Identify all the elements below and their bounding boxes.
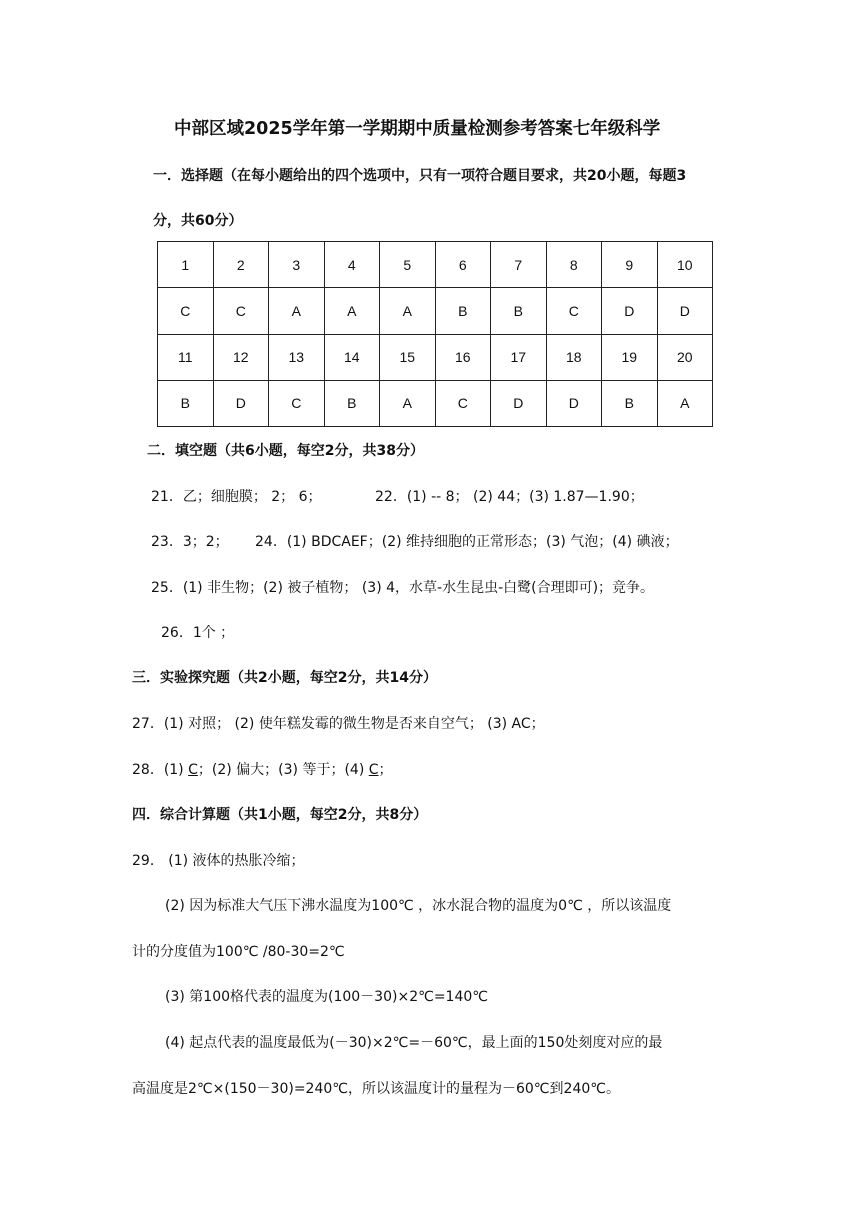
answer-q29-part4-cont: 高温度是2℃×(150－30)=240℃，所以该温度计的量程为－60℃到240℃。	[132, 1081, 620, 1097]
question-number-cell: 1	[158, 242, 214, 288]
question-number-cell: 13	[269, 334, 325, 380]
answer-cell: A	[324, 288, 380, 334]
answer-cell: A	[380, 288, 436, 334]
table-row	[158, 288, 713, 334]
answer-cell: B	[158, 380, 214, 426]
question-number-cell: 20	[657, 334, 713, 380]
question-number-cell: 4	[324, 242, 380, 288]
section3-heading: 三．实验探究题（共2小题，每空2分，共14分）	[132, 670, 437, 686]
question-number-cell: 19	[602, 334, 658, 380]
question-number-cell: 6	[435, 242, 491, 288]
question-number-cell: 3	[269, 242, 325, 288]
answer-cell: B	[602, 380, 658, 426]
answer-q28-prefix: 28．(1)	[132, 762, 189, 778]
question-number-cell: 17	[491, 334, 547, 380]
answer-cell: B	[491, 288, 547, 334]
answer-q23: 23．3；2；	[151, 534, 229, 550]
question-number-cell: 7	[491, 242, 547, 288]
question-number-cell: 10	[657, 242, 713, 288]
section2-heading: 二．填空题（共6小题，每空2分，共38分）	[147, 443, 424, 459]
answer-cell: A	[657, 380, 713, 426]
question-number-cell: 5	[380, 242, 436, 288]
answer-q27: 27．(1) 对照； (2) 使年糕发霉的微生物是否来自空气； (3) AC；	[132, 716, 545, 732]
section1-heading-cont: 分，共60分）	[153, 213, 243, 229]
table-row	[158, 334, 713, 380]
answer-q28-part4: C	[368, 762, 379, 778]
section4-heading: 四．综合计算题（共1小题，每空2分，共8分）	[132, 807, 428, 823]
question-number-cell: 12	[213, 334, 269, 380]
answer-cell: B	[435, 288, 491, 334]
question-number-cell: 14	[324, 334, 380, 380]
answer-cell: C	[435, 380, 491, 426]
answer-cell: C	[158, 288, 214, 334]
answer-cell: C	[546, 288, 602, 334]
answer-table	[157, 241, 713, 427]
question-number-cell: 2	[213, 242, 269, 288]
answer-cell: D	[213, 380, 269, 426]
question-number-cell: 15	[380, 334, 436, 380]
answer-cell: C	[269, 380, 325, 426]
answer-cell: A	[380, 380, 436, 426]
answer-q25: 25．(1) 非生物；(2) 被子植物； (3) 4，水草-水生昆虫-白鹭(合理即可)；竞争。	[151, 580, 655, 596]
answer-q22: 22．(1) -- 8； (2) 44；(3) 1.87—1.90；	[375, 489, 644, 505]
answer-cell: C	[213, 288, 269, 334]
answer-q28	[132, 760, 393, 780]
answer-q28-suffix: ；	[378, 762, 393, 778]
answer-cell: A	[269, 288, 325, 334]
answer-cell: D	[491, 380, 547, 426]
answer-q29-part2: (2) 因为标准大气压下沸水温度为100℃ ，冰水混合物的温度为0℃ ，所以该温度	[165, 898, 672, 914]
answer-q28-part1: C	[188, 762, 198, 778]
answer-q29-part2-cont: 计的分度值为100℃ /80-30=2℃	[132, 944, 345, 960]
answer-cell: D	[657, 288, 713, 334]
table-row	[158, 242, 713, 288]
question-number-cell: 8	[546, 242, 602, 288]
answer-q28-middle: ；(2) 偏大；(3) 等于；(4)	[197, 762, 369, 778]
question-number-cell: 18	[546, 334, 602, 380]
answer-q29-part3: (3) 第100格代表的温度为(100－30)×2℃=140℃	[165, 989, 488, 1005]
page-title: 中部区域2025学年第一学期期中质量检测参考答案七年级科学	[174, 119, 661, 139]
question-number-cell: 16	[435, 334, 491, 380]
question-number-cell: 9	[602, 242, 658, 288]
answer-cell: D	[546, 380, 602, 426]
answer-q26: 26．1个 ；	[161, 625, 235, 641]
question-number-cell: 11	[158, 334, 214, 380]
table-row	[158, 380, 713, 426]
answer-q29-part1: 29． (1) 液体的热胀冷缩；	[132, 853, 305, 869]
answer-cell: B	[324, 380, 380, 426]
answer-cell: D	[602, 288, 658, 334]
answer-q24: 24．(1) BDCAEF；(2) 维持细胞的正常形态；(3) 气泡；(4) 碘液；	[255, 534, 679, 550]
section1-heading: 一．选择题（在每小题给出的四个选项中，只有一项符合题目要求，共20小题，每题3	[153, 168, 687, 184]
answer-q29-part4: (4) 起点代表的温度最低为(－30)×2℃=－60℃，最上面的150处刻度对应的最	[165, 1035, 663, 1051]
answer-q21: 21．乙；细胞膜； 2； 6；	[151, 489, 322, 505]
